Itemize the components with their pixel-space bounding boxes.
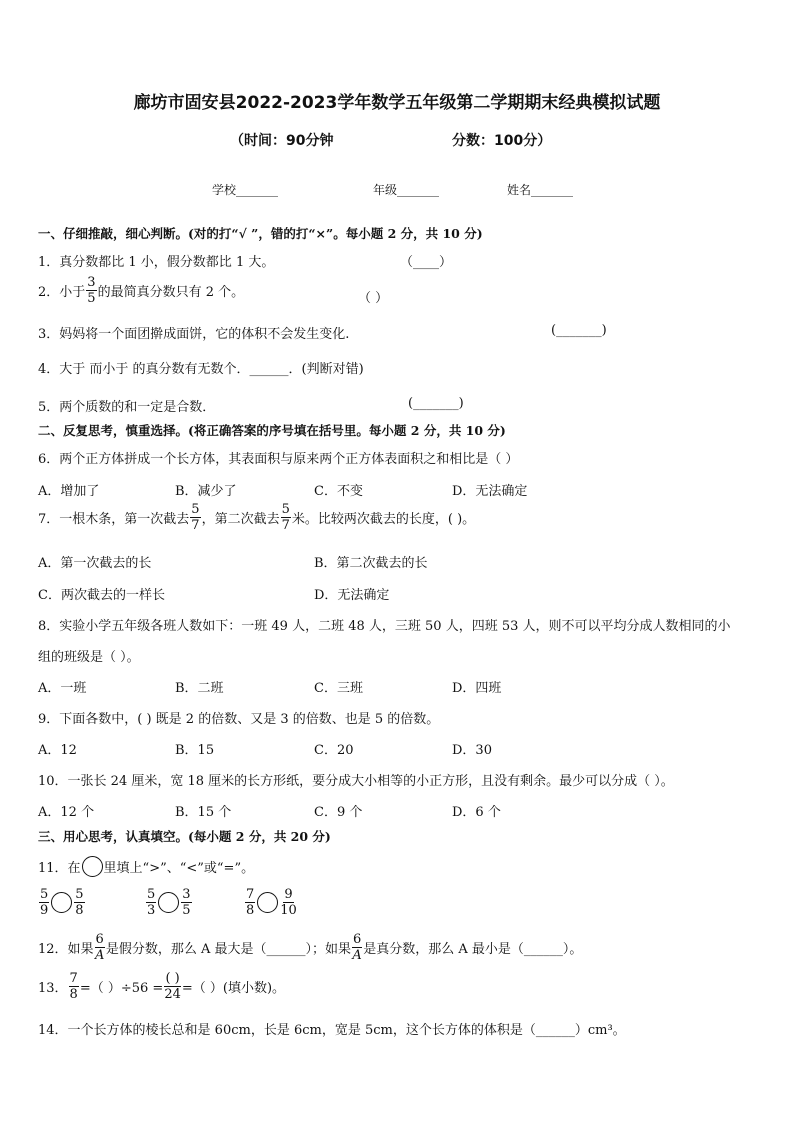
q8-option-b: B．二班 (175, 681, 224, 696)
q9-option-b: B．15 (175, 743, 215, 758)
question-5-blank: (_______) (408, 396, 464, 411)
frac-num: 3 (87, 275, 96, 290)
fraction (190, 503, 200, 532)
circle-icon (82, 856, 103, 877)
fraction (39, 888, 49, 917)
question-3: 3．妈妈将一个面团擀成面饼，它的体积不会发生变化. (38, 327, 350, 342)
page-title: 廊坊市固安县2022-2023学年数学五年级第二学期期末经典模拟试题 (133, 93, 661, 113)
frac-den: 8 (75, 903, 84, 918)
question-8-line2: 组的班级是（ ）。 (38, 650, 140, 665)
question-7-mid: ，第二次截去 (201, 512, 280, 527)
exam-score: 分数：100分） (452, 133, 552, 149)
q6-option-d: D．无法确定 (452, 484, 528, 499)
frac-den: 9 (40, 903, 49, 918)
question-8-line1: 8．实验小学五年级各班人数如下：一班 49 人，二班 48 人，三班 50 人，四班 53 人，则不可以平均分成人数相同的小 (38, 619, 731, 634)
question-11-post: 里填上“>”、“<”或“=”。 (103, 861, 255, 876)
frac-num: 5 (191, 502, 200, 517)
question-12-post: 是真分数，那么 A 最小是（______）。 (363, 942, 583, 957)
frac-den: 8 (246, 903, 255, 918)
comparison-circle[interactable] (51, 892, 72, 913)
q8-option-a: A．一班 (38, 681, 87, 696)
frac-num: 5 (281, 502, 290, 517)
q10-option-c: C．9 个 (314, 805, 363, 820)
frac-num: 7 (246, 887, 255, 902)
question-2-pre: 2．小于 (38, 285, 86, 300)
frac-den: 3 (147, 903, 156, 918)
question-6: 6．两个正方体拼成一个长方体，其表面积与原来两个正方体表面积之和相比是（ ） (38, 452, 519, 467)
fraction (86, 276, 96, 305)
exam-time: （时间：90分钟 (230, 133, 334, 149)
question-2 (38, 276, 244, 305)
name-field: 姓名_______ (507, 183, 574, 197)
fraction (69, 972, 79, 1001)
fraction (164, 972, 181, 1001)
question-13-mid: =（ ）÷56 = (79, 981, 164, 996)
frac-num: 7 (69, 971, 78, 986)
fraction (352, 933, 362, 962)
fraction (181, 888, 191, 917)
q9-option-a: A．12 (38, 743, 77, 758)
frac-num: ( ) (165, 971, 180, 986)
frac-den: 8 (69, 987, 78, 1002)
fraction (95, 933, 105, 962)
q6-option-a: A．增加了 (38, 484, 100, 499)
q6-option-b: B．减少了 (175, 484, 237, 499)
question-1: 1．真分数都比 1 小，假分数都比 1 大。 (38, 255, 275, 270)
q7-option-c: C．两次截去的一样长 (38, 588, 165, 603)
question-13-post: =（ ）(填小数)。 (181, 981, 286, 996)
frac-num: 5 (75, 887, 84, 902)
question-5: 5．两个质数的和一定是合数． (38, 400, 216, 415)
school-field: 学校_______ (212, 183, 279, 197)
question-12 (38, 933, 582, 962)
frac-den: A (352, 948, 362, 963)
question-12-pre: 12．如果 (38, 942, 94, 957)
frac-den: 7 (191, 518, 200, 533)
question-1-blank: （____） (400, 255, 453, 270)
frac-den: 10 (280, 903, 297, 918)
question-3-blank: (_______) (551, 323, 607, 338)
frac-den: 5 (87, 291, 96, 306)
section1-heading: 一、仔细推敲，细心判断。(对的打“√ ”，错的打“×”。每小题 2 分，共 10 分) (38, 226, 483, 241)
q10-option-a: A．12 个 (38, 805, 95, 820)
q8-option-c: C．三班 (314, 681, 363, 696)
question-11-pre: 11．在 (38, 861, 81, 876)
question-14: 14．一个长方体的棱长总和是 60cm，长是 6cm，宽是 5cm，这个长方体的体积是（______）cm³。 (38, 1023, 626, 1038)
section3-heading: 三、用心思考，认真填空。(每小题 2 分，共 20 分) (38, 829, 331, 844)
comparison-circle[interactable] (158, 892, 179, 913)
frac-den: 7 (281, 518, 290, 533)
question-2-blank: （ ） (358, 291, 389, 306)
comparison-1 (38, 888, 86, 917)
q6-option-c: C．不变 (314, 484, 363, 499)
question-2-post: 的最简真分数只有 2 个。 (97, 285, 245, 300)
q7-option-b: B．第二次截去的长 (314, 556, 428, 571)
grade-field: 年级_______ (373, 183, 440, 197)
frac-num: 3 (182, 887, 191, 902)
question-7 (38, 503, 475, 532)
question-12-mid: 是假分数，那么 A 最大是（______）；如果 (105, 942, 351, 957)
frac-num: 5 (147, 887, 156, 902)
frac-num: 9 (284, 887, 293, 902)
frac-den: A (94, 948, 105, 963)
question-13 (38, 972, 285, 1001)
fraction (146, 888, 156, 917)
fraction (281, 503, 291, 532)
frac-den: 5 (182, 903, 191, 918)
q8-option-d: D．四班 (452, 681, 502, 696)
comparison-circle[interactable] (257, 892, 278, 913)
question-11 (38, 856, 254, 877)
q9-option-c: C．20 (314, 743, 354, 758)
question-4: 4．大于 而小于 的真分数有无数个．______．(判断对错) (38, 362, 364, 377)
question-7-post: 米。比较两次截去的长度，( )。 (291, 512, 476, 527)
q7-option-d: D．无法确定 (314, 588, 390, 603)
fraction (245, 888, 255, 917)
q10-option-b: B．15 个 (175, 805, 232, 820)
section2-heading: 二、反复思考，慎重选择。(将正确答案的序号填在括号里。每小题 2 分，共 10 分) (38, 423, 506, 438)
question-9: 9．下面各数中，( ) 既是 2 的倍数、又是 3 的倍数、也是 5 的倍数。 (38, 712, 440, 727)
fraction (280, 888, 297, 917)
frac-num: 6 (352, 932, 362, 947)
q7-option-a: A．第一次截去的长 (38, 556, 152, 571)
question-10: 10．一张长 24 厘米，宽 18 厘米的长方形纸，要分成大小相等的小正方形，且没有剩余。最少可以分成（ ）。 (38, 774, 674, 789)
q10-option-d: D．6 个 (452, 805, 501, 820)
question-13-pre: 13． (38, 981, 68, 996)
frac-den: 24 (164, 987, 181, 1002)
comparison-3 (244, 888, 298, 917)
comparison-2 (145, 888, 193, 917)
question-7-pre: 7．一根木条，第一次截去 (38, 512, 190, 527)
frac-num: 6 (95, 932, 104, 947)
frac-num: 5 (40, 887, 49, 902)
q9-option-d: D．30 (452, 743, 492, 758)
fraction (74, 888, 84, 917)
